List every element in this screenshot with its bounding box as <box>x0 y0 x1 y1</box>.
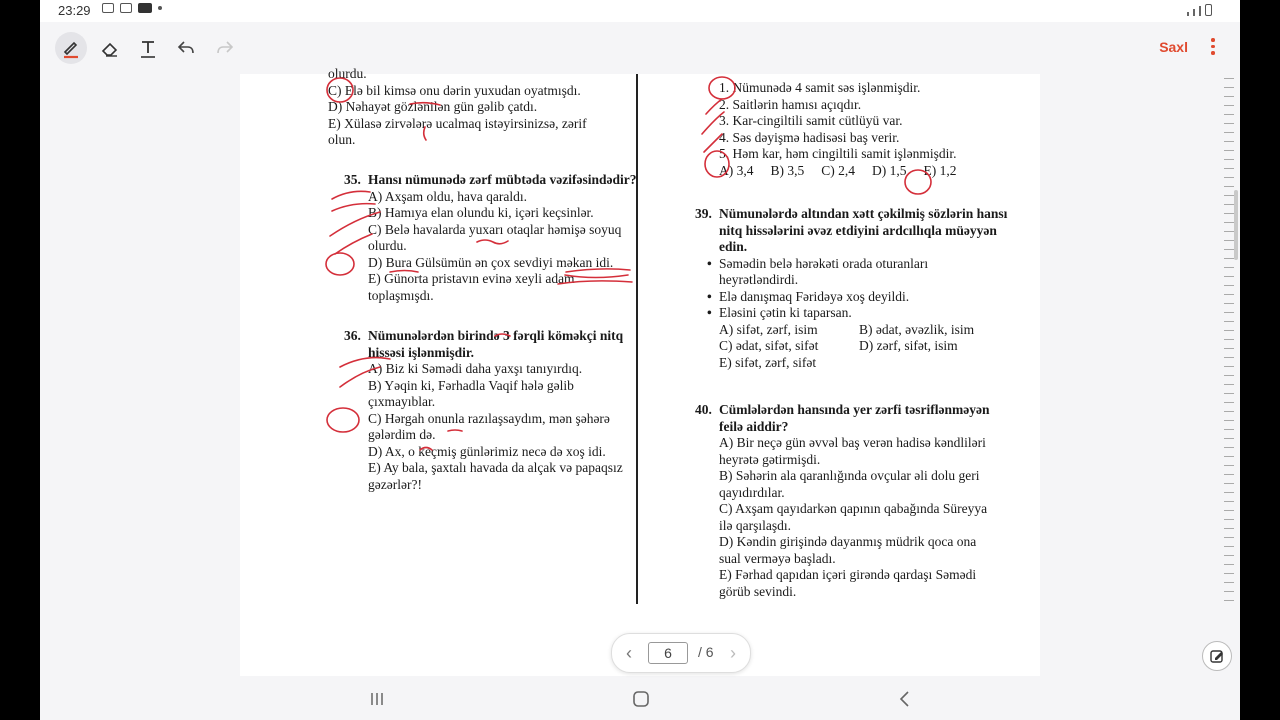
system-navigation-bar <box>40 678 1240 720</box>
option-b-cont: çıxmayıblar. <box>368 394 436 409</box>
option-e: E) Ay bala, şaxtalı havada da alçak və papaqsız <box>368 460 623 475</box>
edit-fab-button[interactable] <box>1202 641 1232 671</box>
bullet-text: Elə danışmaq Fəridəyə xoş deyildi. <box>719 288 910 304</box>
bullet-icon: • <box>707 288 712 304</box>
option-c-cont: ilə qarşılaşdı. <box>719 517 791 533</box>
bullet-text: Səmədin belə hərəkəti orada oturanları <box>719 255 929 271</box>
question-stem: Hansı nümunədə zərf mübtəda vəzifəsindədir? <box>368 172 637 187</box>
question-36 <box>344 328 638 493</box>
option-c-cont: gələrdim də. <box>368 427 436 442</box>
option-e-cont: görüb sevindi. <box>719 583 797 599</box>
youtube-icon <box>138 3 152 13</box>
bullet-item <box>707 305 1039 322</box>
save-button[interactable]: Saxl <box>1159 39 1188 55</box>
page-navigation <box>611 633 751 673</box>
back-button[interactable] <box>894 688 916 710</box>
bullet-item <box>707 288 1039 306</box>
option-grid <box>719 322 1039 372</box>
option-e: E) Fərhad qapıdan içəri girəndə qardaşı Səmədi <box>719 567 977 582</box>
undo-button[interactable] <box>170 32 202 64</box>
ink-stroke-mark <box>335 234 372 254</box>
option-b: B) 3,5 <box>770 162 805 178</box>
scroll-rail[interactable] <box>1224 78 1236 618</box>
option-d: D) 1,5 <box>872 162 907 178</box>
redo-icon <box>214 37 236 59</box>
previous-page-icon[interactable]: ‹ <box>626 643 632 663</box>
notification-dot-icon <box>158 6 162 10</box>
question-40 <box>695 402 1039 600</box>
option-c-cont: olurdu. <box>368 238 407 253</box>
ink-stroke-mark <box>332 191 370 199</box>
pen-icon <box>60 37 82 59</box>
option-b: B) Hamıya elan olundu ki, içəri keçsinlər. <box>368 205 594 220</box>
annotation-toolbar <box>40 22 1240 74</box>
statement-3: 3. Kar-cingiltili samit cütlüyü var. <box>719 113 903 128</box>
battery-icon <box>1205 4 1212 16</box>
option-d: D) Bura Gülsümün ən çox sevdiyi məkan idi. <box>368 254 614 270</box>
statement-1: 1. Nümunədə 4 samit səs işlənmişdir. <box>719 80 921 95</box>
home-button[interactable] <box>630 688 652 710</box>
screen-record-icon <box>120 3 132 13</box>
question-38-items <box>719 80 1029 179</box>
ink-circle-mark <box>326 253 354 275</box>
option-e-cont: olun. <box>328 132 356 147</box>
question-stem: Nümunələrdə altından xətt çəkilmiş sözlərin hansı <box>719 206 1008 221</box>
tablet-screen <box>40 0 1240 720</box>
question-number: 35. <box>344 172 361 187</box>
question-number: 40. <box>695 402 712 417</box>
option-e-cont: toplaşmışdı. <box>368 287 434 303</box>
option-c: C) Axşam qayıdarkən qapının qabağında Süreyya <box>719 501 988 516</box>
option-b: B) ədat, əvəzlik, isim <box>859 321 975 337</box>
option-c: C) ədat, sifət, sifət <box>719 338 819 353</box>
option-e: E) 1,2 <box>923 162 957 178</box>
option-d: D) Kəndin girişində dayanmış müdrik qoca ona <box>719 534 977 549</box>
eraser-icon <box>99 37 121 59</box>
scroll-thumb[interactable] <box>1234 190 1238 260</box>
page-number-input[interactable]: 6 <box>648 642 688 664</box>
bullet-icon: • <box>707 305 712 320</box>
answer-row <box>719 163 1029 180</box>
home-icon <box>632 690 650 708</box>
option-d: D) Ax, o keçmiş günlərimiz necə də xoş idi. <box>368 443 606 459</box>
question-35 <box>344 172 638 304</box>
back-icon <box>897 690 913 708</box>
redo-button[interactable] <box>209 32 241 64</box>
bullet-item <box>707 255 1039 273</box>
next-page-icon[interactable]: › <box>730 643 736 663</box>
question-text <box>344 172 638 189</box>
option-d-cont: sual verməyə başladı. <box>719 550 836 566</box>
status-time: 23:29 <box>58 3 91 18</box>
more-options-icon[interactable] <box>1210 38 1216 55</box>
ink-circle-mark <box>327 408 359 432</box>
bullet-text: Eləsini çətin ki taparsan. <box>719 305 852 320</box>
pen-tool-button[interactable] <box>55 32 87 64</box>
statement-4: 4. Səs dəyişmə hadisəsi baş verir. <box>719 129 900 145</box>
undo-icon <box>175 37 197 59</box>
question-text <box>344 328 638 345</box>
option-a: A) Bir neçə gün əvvəl baş verən hadisə kəndliləri <box>719 435 986 450</box>
option-b-cont: qayıdırdılar. <box>719 484 785 500</box>
question-text-cont: feilə aiddir? <box>719 418 789 434</box>
question-text-cont: nitq hissələrini əvəz etdiyini ardcıllıqla müəyyən <box>719 222 997 238</box>
option-a: A) Biz ki Səmədi daha yaxşı tanıyırdıq. <box>368 361 583 376</box>
status-bar <box>40 0 1240 22</box>
text-icon <box>137 37 159 59</box>
statement-2: 2. Saitlərin hamısı açıqdır. <box>719 96 862 112</box>
option-c: C) Hərgah onunla razılaşsaydım, mən şəhərə <box>368 410 610 426</box>
question-stem: Nümunələrdən birində 3 fərqli köməkçi nitq <box>368 328 624 343</box>
text-tool-button[interactable] <box>132 32 164 64</box>
text-line: olurdu. <box>328 66 367 81</box>
option-a: A) sifət, zərf, isim <box>719 321 818 337</box>
edit-icon <box>1209 648 1225 664</box>
question-text-cont: hissəsi işlənmişdir. <box>368 344 475 360</box>
q34-fragment <box>328 66 618 149</box>
question-text <box>695 206 1039 223</box>
question-39 <box>695 206 1039 371</box>
option-e: E) Günorta pristavın evinə xeyli adam <box>368 271 575 286</box>
question-text <box>695 402 1039 419</box>
statement-5: 5. Həm kar, həm cingiltili samit işlənmişdir. <box>719 146 957 161</box>
option-c: C) Elə bil kimsə onu dərin yuxudan oyatmışdı. <box>328 82 581 98</box>
document-page[interactable] <box>240 66 1040 676</box>
recent-apps-icon <box>369 692 385 706</box>
question-stem: Cümlələrdən hansında yer zərfi təsriflənməyən <box>719 402 990 417</box>
signal-bar-icon <box>1193 9 1195 16</box>
bullet-item-cont: heyrətləndirdi. <box>719 272 799 287</box>
status-icons <box>102 3 162 13</box>
option-a: A) Axşam oldu, hava qaraldı. <box>368 188 527 204</box>
option-a: A) 3,4 <box>719 162 754 178</box>
screenshot-icon <box>102 3 114 13</box>
option-c: C) 2,4 <box>821 162 855 178</box>
signal-bar-icon <box>1199 6 1201 16</box>
recent-apps-button[interactable] <box>366 688 388 710</box>
bullet-icon: • <box>707 255 712 271</box>
option-e-cont: gəzərlər?! <box>368 476 422 492</box>
signal-bar-icon <box>1187 12 1189 16</box>
option-d: D) zərf, sifət, isim <box>859 338 958 353</box>
page-total: / 6 <box>698 644 714 660</box>
option-b: B) Səhərin ala qaranlığında ovçular əli dolu geri <box>719 468 980 483</box>
option-e: E) Xülasə zirvələrə ucalmaq istəyirsinizsə, zərif <box>328 115 587 131</box>
eraser-tool-button[interactable] <box>94 32 126 64</box>
option-c: C) Belə havalarda yuxarı otaqlar həmişə soyuq <box>368 221 622 237</box>
question-text-cont: edin. <box>719 239 748 254</box>
option-e: E) sifət, zərf, sifət <box>719 354 817 370</box>
question-number: 39. <box>695 206 712 221</box>
option-b: B) Yəqin ki, Fərhadla Vaqif hələ gəlib <box>368 377 574 393</box>
option-a-cont: heyrətə gətirmişdi. <box>719 451 821 467</box>
question-number: 36. <box>344 328 361 343</box>
option-d: D) Nəhayət gözlənilən gün gəlib çatdı. <box>328 99 538 114</box>
status-right <box>1187 4 1212 16</box>
